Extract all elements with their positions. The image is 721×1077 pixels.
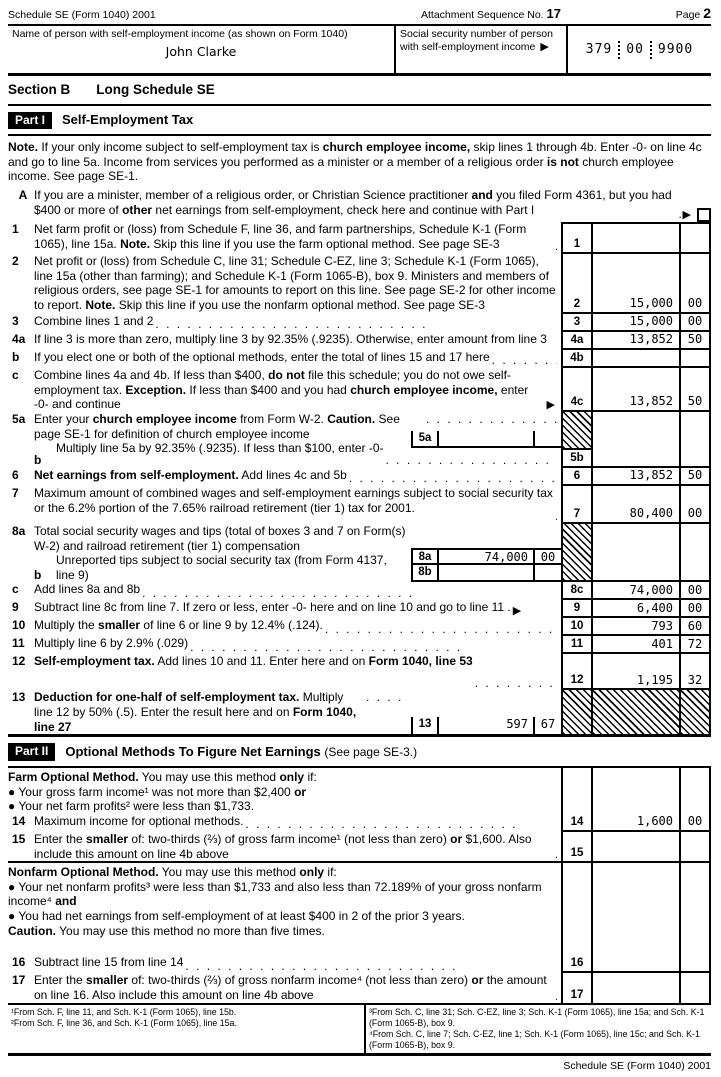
part1-badge: Part I [8,112,52,130]
line-number: 11 [12,636,25,651]
cents-empty-8 [679,524,709,581]
form-line-row-17 [8,973,711,1003]
attachment-sequence [421,6,651,22]
footnotes-right [366,1005,711,1053]
line-number: 12 [12,654,26,669]
cents-field-6[interactable]: 50 [679,468,709,484]
nonfarm-method-block [8,863,711,955]
cents-field-14[interactable]: 00 [679,814,709,830]
dot-leader [183,959,557,974]
dot-leader [553,847,557,862]
line-number: 3 [12,314,19,329]
amount-field-1[interactable] [593,224,679,252]
footnote-4: ⁴From Sch. C, line 7; Sch. C-EZ, line 1; Sch. K-1 (Form 1065), line 15c; and Sch. K-1 (Form 1065-B), box 9. [369,1029,700,1051]
hatched-cell [679,690,709,734]
amount-field-4c[interactable]: 13,852 [629,394,673,409]
line-text: Multiply the smaller of line 6 or line 9 by 12.4% (.124). [34,618,323,633]
entry-box-label: 5a [411,431,439,446]
grid-line-number: 5b [570,451,584,464]
section-b-heading [8,76,711,103]
line-number: 15 [12,831,26,846]
cents-field-10[interactable]: 60 [679,618,709,634]
part1-note: Note. If your only income subject to self-employment tax is church employee income, skip lines 1 through 4b. Enter -0- on line 4c and go to line 5a. Income from services you performed as a minister or a member of a religious order is not church employee income. See page SE-1. [8,140,702,184]
ssn-label: Social security number of person with self-employment income [400,28,553,53]
line-text: Deduction for one-half of self-employment tax. Multiply line 12 by 50% (.5). Enter the result here and on Form 1040, line 27 [34,690,357,734]
dot-leader [553,239,557,254]
amount-field-15[interactable] [593,832,679,861]
line-text: Unreported tips subject to social security tax (from Form 4137, line 9) [56,553,387,582]
cents-field-3[interactable]: 00 [679,314,709,330]
cents-field-8c[interactable]: 00 [679,582,709,598]
form-line-row-4a [8,332,711,350]
farm-intro: Farm Optional Method. You may use this method only if: [8,769,317,784]
amount-field-4b[interactable] [593,350,679,366]
line-text: If line 3 is more than zero, multiply line 3 by 92.35% (.9235). Otherwise, enter amount from line 3 [34,332,547,347]
amount-field-3[interactable]: 15,000 [629,314,673,329]
arrowhead-icon: ▶ [682,208,691,221]
line-text: Multiply line 6 by 2.9% (.029) [34,636,189,651]
cents-field-4a[interactable]: 50 [679,332,709,348]
entry-box-8a [411,548,561,565]
line-text: Net earnings from self-employment. Add lines 4c and 5b [34,467,347,482]
form-line-row-2 [8,254,711,314]
grid-line-number: 16 [563,955,593,971]
amount-field-9[interactable]: 6,400 [636,600,673,615]
grid-empty-amount [593,768,679,814]
dot-leader [153,317,557,332]
line-text: Enter the smaller of: two-thirds (⅔) of gross farm income¹ (not less than zero) or $1,600. Also include this amount on line 4b above [34,831,532,861]
part2-badge: Part II [8,743,55,761]
farm-bullet-1: ● Your gross farm income¹ was not more than $2,400 or [8,784,307,799]
line-text: Enter the smaller of: two-thirds (⅔) of gross nonfarm income⁴ (not less than zero) or the amount on line 16. Also include this amount on line 4b above [34,973,547,1002]
ssn-field[interactable] [568,26,711,73]
section-b-label: Section B [8,82,71,98]
line-5a-number: 5a [12,411,26,426]
cents-field-11[interactable]: 72 [679,636,709,652]
line-number: 13 [12,690,26,705]
amount-field-10[interactable]: 793 [651,618,673,633]
arrowhead-icon: ▶ [540,40,549,53]
form-line-row-16 [8,955,711,973]
line-number [8,412,34,468]
grid-line-number: 2 [563,254,593,312]
entry-box-label: 13 [411,717,439,734]
dot-leader [323,622,557,637]
line-number: b [12,350,20,365]
footnote-2: ²From Sch. F, line 36, and Sch. K-1 (Form 1065), line 15a. [11,1018,237,1029]
line-a-checkbox[interactable] [697,208,711,222]
dot-leader [364,690,407,705]
arrowhead-icon: ▶ [512,605,522,618]
page-number [651,5,711,22]
nonfarm-bullet-2: ● You had net earnings from self-employment of at least $400 in 2 of the prior 3 years. [8,909,465,924]
form-line-row-9 [8,600,711,618]
amount-field-5b[interactable] [593,412,679,466]
amount-field-2[interactable]: 15,000 [629,296,673,311]
form-line-row-5 [8,412,711,468]
line-text: Net profit or (loss) from Schedule C, line 31; Schedule C-EZ, line 3; Schedule K-1 (Form 1065), line 15a (other than farming); and Schedule K-1 (Form 1065-B), box 9. Ministers and members of religious orders, see page SE-1 for amounts to report on this line. See page SE-2 for other income to report. Note. Skip this line if you use the nonfarm optional method. See page SE-3 [34,254,556,312]
line-a-number: A [18,188,28,203]
form-line-row-13 [8,690,711,737]
line-text: Enter your church employee income from Form W-2. Caution. See page SE-1 for definition of church employee income [34,411,400,441]
line-number: 1 [12,222,19,237]
name-ssn-block [8,24,711,76]
dot-leader [243,817,557,832]
line-number: c [12,368,19,383]
farm-bullet-2: ● Your net farm profits² were less than $1,733. [8,799,255,814]
amount-field-14[interactable]: 1,600 [636,814,673,829]
cents-field-4c[interactable]: 50 [679,368,709,410]
hatched-cell [563,690,593,734]
grid-line-number: 15 [563,832,593,861]
grid-empty-number [563,768,593,814]
name-label: Name of person with self-employment income (as shown on Form 1040) [12,28,348,41]
attachment-number: 17 [546,6,561,22]
ssn-part3[interactable]: 9900 [657,41,694,57]
cents-field-17[interactable] [679,973,709,1003]
grid-empty-amount [593,863,679,955]
nonfarm-intro: Nonfarm Optional Method. You may use this method only if: [8,865,337,880]
cents-field-8a-inner[interactable]: 00 [533,550,561,563]
form-line-row-7 [8,486,711,524]
form-line-row-11 [8,636,711,654]
amount-field-5a-inner[interactable] [439,431,533,446]
line-text: If you elect one or both of the optional methods, enter the total of lines 15 and 17 here [34,350,490,365]
line-number: 7 [12,485,19,500]
grid-line-number: 6 [563,468,593,484]
farm-method-block [8,768,711,814]
grid-line-number: 10 [563,618,593,634]
dot-leader [140,586,557,601]
form-line-row-8c [8,582,711,600]
cents-field-2[interactable]: 00 [679,254,709,312]
dot-leader [553,989,557,1004]
grid-line-number: 4c [563,368,593,410]
line-text: Subtract line 8c from line 7. If zero or less, enter -0- here and on line 10 and go to line 11 . [34,600,511,615]
form-title: Schedule SE (Form 1040) 2001 [8,9,156,22]
section-b-title: Long Schedule SE [96,82,215,98]
entry-box-5a [411,431,561,448]
dot-leader [473,676,557,691]
line-text: Multiply line 5a by 92.35% (.9235). If less than $100, enter -0- [56,441,384,456]
form-line-row-4c [8,368,711,412]
amount-field-8b-inner[interactable] [439,565,533,580]
line-text: Add lines 8a and 8b [34,582,141,597]
form-line-row-12 [8,654,711,690]
entry-box-13-wrap [411,690,561,734]
part1-title: Self-Employment Tax [62,112,194,128]
grid-line-number: 17 [563,973,593,1003]
amount-field-12[interactable]: 1,195 [636,672,673,687]
part1-heading [8,106,711,135]
ssn-part2[interactable]: 00 [626,41,644,57]
part2-heading [8,737,711,766]
amount-field-7[interactable]: 80,400 [629,506,673,521]
amount-field-6[interactable]: 13,852 [629,468,673,483]
arrowhead-icon: ▶ [546,398,555,411]
line-number: 17 [12,973,26,988]
dot-leader [347,471,557,486]
form-line-row-14 [8,814,711,832]
part2-title-suffix: (See page SE-3.) [324,745,418,760]
line-text: Net farm profit or (loss) from Schedule F, line 36, and farm partnerships, Schedule K-1 (Form 1065), line 15a. Note. Skip this line if you use the farm optional method. See page SE-3 [34,222,527,251]
line-a-row [8,186,711,222]
grid-line-number: 7 [563,486,593,522]
ssn-separator [650,41,652,59]
footnotes [8,1003,711,1056]
form-line-row-10 [8,618,711,636]
amount-empty-8 [593,524,679,581]
grid-empty-cents [679,768,709,814]
page-no-value: 2 [703,5,711,21]
cents-field-12[interactable]: 32 [679,654,709,688]
amount-field-8c[interactable]: 74,000 [629,582,673,597]
page-label: Page [675,9,704,21]
form-line-row-4b [8,350,711,368]
cents-field-13-inner[interactable]: 67 [533,717,561,734]
line-number: 4a [12,332,26,347]
line-number: 2 [12,254,19,269]
line-number: 8a [12,523,26,538]
dot-leader [553,509,557,524]
line-text: Combine lines 1 and 2 [34,314,154,329]
nonfarm-bullet-1: ● Your net nonfarm profits³ were less than $1,733 and also less than 72.189% of your gross nonfarm income⁴ and [8,879,542,909]
entry-box-label: 8b [411,565,439,580]
ssn-separator [618,41,620,59]
line-a-text: If you are a minister, member of a religious order, or Christian Science practitioner and you filed Form 4361, but you had $400 or more of other net earnings from self-employment, check here and continue with Part I [34,188,672,217]
hatched-cell [563,524,591,581]
grid-line-number: 9 [563,600,593,616]
grid-line-number: 4b [563,350,593,366]
line-number: 6 [12,467,19,482]
form-line-row-8 [8,524,711,583]
ssn-part1[interactable]: 379 [585,41,613,57]
amount-field-13-inner[interactable]: 597 [506,717,528,732]
footnote-1: ¹From Sch. F, line 11, and Sch. K-1 (Form 1065), line 15b. [11,1007,237,1018]
part2-title-text: Optional Methods To Figure Net Earnings [65,744,325,760]
footnotes-left [8,1005,366,1053]
line-number: b [34,567,42,582]
form-line-row-15 [8,832,711,863]
grid-empty-cents [679,863,709,955]
cents-field-1[interactable] [679,224,709,252]
entry-boxes-8 [411,524,561,583]
part2-title [65,744,417,760]
amount-field-11[interactable]: 401 [651,636,673,651]
line-text: Self-employment tax. Add lines 10 and 11. Enter here and on Form 1040, line 53 [34,654,473,669]
entry-box-label: 8a [411,550,439,563]
line-number: 9 [12,600,19,615]
form-line-row-6 [8,468,711,486]
name-field[interactable]: John Clarke [165,43,237,59]
form-line-row-1 [8,222,711,254]
line-text: Subtract line 15 from line 14 [34,955,184,970]
cents-field-16[interactable] [679,955,709,971]
form-line-row-3 [8,314,711,332]
line-text: Total social security wages and tips (total of boxes 3 and 7 on Form(s) W-2) and railroad retirement (tier 1) compensation [34,523,406,553]
name-cell [8,26,396,73]
amount-field-17[interactable] [593,973,679,1003]
hatched-cell [563,412,591,450]
cents-field-9[interactable]: 00 [679,600,709,616]
line-text: Combine lines 4a and 4b. If less than $400, do not file this schedule; you do not owe self-employment tax. Exception. If less than $400 and you had church employee income, enter -0- and continue [34,368,529,412]
dot-leader [188,640,557,655]
footnote-3: ³From Sch. C, line 31; Sch. C-EZ, line 3; Sch. K-1 (Form 1065), line 15a; and Sch. K-1 (Form 1065-B), box 9. [369,1007,705,1029]
cents-field-4b[interactable] [679,350,709,366]
cents-field-8b-inner[interactable] [533,565,561,580]
entry-box-8b [411,565,561,582]
line-number: 14 [12,813,26,828]
ssn-label-cell [396,26,568,73]
cents-field-7[interactable]: 00 [679,486,709,522]
dot-leader [490,353,557,368]
amount-field-8a-inner[interactable]: 74,000 [484,550,528,565]
grid-line-number: 14 [563,814,593,830]
cents-field-5a-inner[interactable] [533,431,561,446]
line-number: b [34,453,42,468]
entry-box-13 [411,717,561,734]
line-number: c [12,582,19,597]
cents-field-5b[interactable] [679,412,709,466]
amount-field-4a[interactable]: 13,852 [629,332,673,347]
line-number: 16 [12,955,26,970]
amount-field-16[interactable] [593,955,679,971]
page-header [8,3,711,24]
grid-empty-number [563,863,593,955]
cents-field-15[interactable] [679,832,709,861]
line-text: Maximum amount of combined wages and self-employment earnings subject to social security tax or the 6.2% portion of the 7.65% railroad retirement (tier 1) tax for 2001. [34,485,553,515]
attachment-label: Attachment Sequence No. [421,9,547,22]
page-footer: Schedule SE (Form 1040) 2001 [563,1060,711,1073]
line-text: Maximum income for optional methods. [34,813,244,828]
hatched-cell [593,690,679,734]
grid-line-number: 8c [563,582,593,598]
grid-line-number: 12 [563,654,593,688]
grid-line-number: 3 [563,314,593,330]
grid-line-number: 4a [563,332,593,348]
nonfarm-caution: Caution. You may use this method no more than five times. [8,923,325,938]
line-number: 10 [12,618,26,633]
grid-line-number: 1 [563,224,593,252]
grid-line-number: 11 [563,636,593,652]
